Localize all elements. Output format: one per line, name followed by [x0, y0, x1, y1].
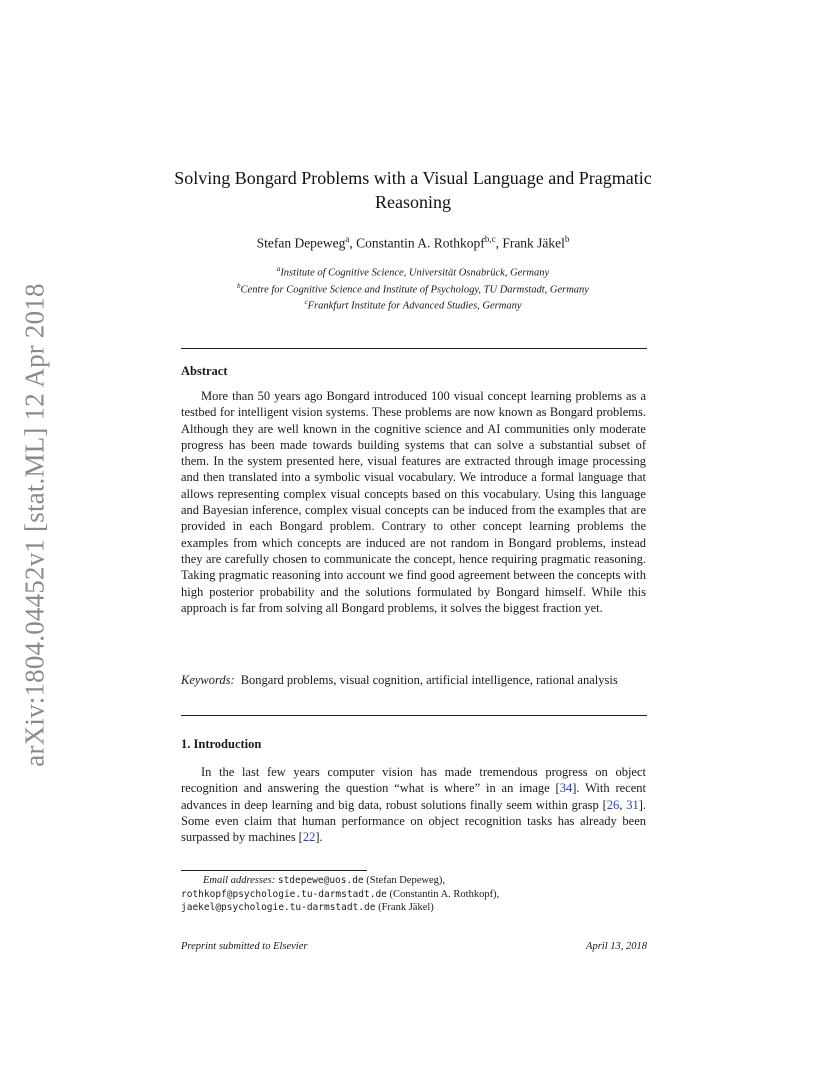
introduction-paragraph	[181, 764, 646, 845]
submission-date: April 13, 2018	[586, 941, 647, 952]
intro-text: ,	[619, 797, 627, 812]
keywords-label: Keywords:	[181, 673, 235, 687]
author-affil-marker: b	[564, 234, 570, 244]
email-owner: (Constantin A. Rothkopf),	[389, 888, 500, 900]
abstract-bottom-rule	[181, 715, 647, 716]
abstract-top-rule	[181, 348, 647, 349]
citation-link[interactable]: 31	[626, 797, 639, 812]
affiliation-marker: c	[304, 298, 308, 306]
keywords-text: Bongard problems, visual cognition, artificial intelligence, rational analysis	[240, 673, 618, 687]
affiliation	[170, 263, 656, 280]
citation-link[interactable]: 22	[302, 830, 316, 845]
affiliation-marker: b	[237, 281, 241, 290]
keywords	[181, 672, 646, 688]
intro-text: ]. With recent advances in deep learning and big data, robust solutions finally seem within grasp [	[181, 781, 646, 812]
arxiv-stamp-text: arXiv:1804.04452v1 [stat.ML] 12 Apr 2018	[19, 283, 50, 767]
email-address[interactable]: jaekel@psychologie.tu-darmstadt.de	[181, 902, 376, 913]
author-affil-marker: b,c	[484, 234, 496, 244]
email-address[interactable]: rothkopf@psychologie.tu-darmstadt.de	[181, 888, 387, 900]
author-name: Frank Jäkel	[502, 235, 565, 251]
email-owner: (Stefan Depeweg),	[366, 875, 445, 886]
affiliation-text: Frankfurt Institute for Advanced Studies, Germany	[307, 300, 522, 312]
affiliation	[170, 280, 656, 297]
abstract-heading: Abstract	[181, 364, 228, 378]
footnote-rule	[181, 870, 367, 871]
footnote-emails	[181, 874, 646, 915]
affiliation-marker: a	[276, 265, 281, 273]
intro-text: ].	[315, 830, 323, 845]
section-heading: 1. Introduction	[181, 737, 262, 751]
footnote-label: Email addresses:	[203, 875, 276, 886]
abstract-text: More than 50 years ago Bongard introduced 100 visual concept learning problems as a testbed for intelligent vision systems. These problems are now known as Bongard problems. Although they are well known in the cognitive science and AI communities only moderate progress has been made towards building systems that can solve a substantial subset of them. In the system presented here, visual features are extracted through image processing and then translated into a symbolic visual vocabulary. We introduce a formal language that allows representing complex visual concepts based on this vocabulary. Using this language and Bayesian inference, complex visual concepts can be induced from the examples that are provided in each Bongard problem. Contrary to other concept learning problems the examples from which concepts are induced are not random in Bongard problems, instead they are carefully chosen to communicate the concept, hence requiring pragmatic reasoning. Taking pragmatic reasoning into account we find good agreement between the concepts with high posterior probability and the solutions formulated by Bongard himself. While this approach is far from solving all Bongard problems, it solves the biggest fraction yet.	[181, 389, 646, 615]
author-affil-marker: a	[345, 234, 350, 244]
arxiv-stamp	[0, 0, 60, 1072]
affiliation-text: Centre for Cognitive Science and Institute of Psychology, TU Darmstadt, Germany	[240, 284, 589, 295]
author-list: Stefan Depeweg$^a$, Constantin A. Rothkopf$^{b,c}$, Frank Jäkel$^b$	[256, 234, 570, 251]
affiliation-list	[170, 263, 656, 313]
email-address[interactable]: stdepewe@uos.de	[277, 875, 364, 886]
intro-text: In the last few years computer vision has made tremendous progress on object recognition and answering the question “what is where” in an image [	[181, 765, 646, 796]
author-name: Stefan Depeweg	[256, 235, 346, 251]
email-owner: (Frank Jäkel)	[378, 902, 434, 913]
intro-text: ]. Some even claim that human performance on object recognition tasks has already been surpassed by machines [	[181, 797, 647, 845]
author-name: Constantin A. Rothkopf	[356, 235, 485, 251]
paper-title: Solving Bongard Problems with a Visual Language and Pragmatic Reasoning	[174, 168, 652, 212]
affiliation-text: Institute of Cognitive Science, Universität Osnabrück, Germany	[280, 267, 550, 279]
citation-link[interactable]: 26	[606, 797, 620, 812]
citation-link[interactable]: 34	[559, 781, 573, 796]
preprint-note: Preprint submitted to Elsevier	[181, 941, 308, 952]
affiliation	[170, 296, 656, 313]
